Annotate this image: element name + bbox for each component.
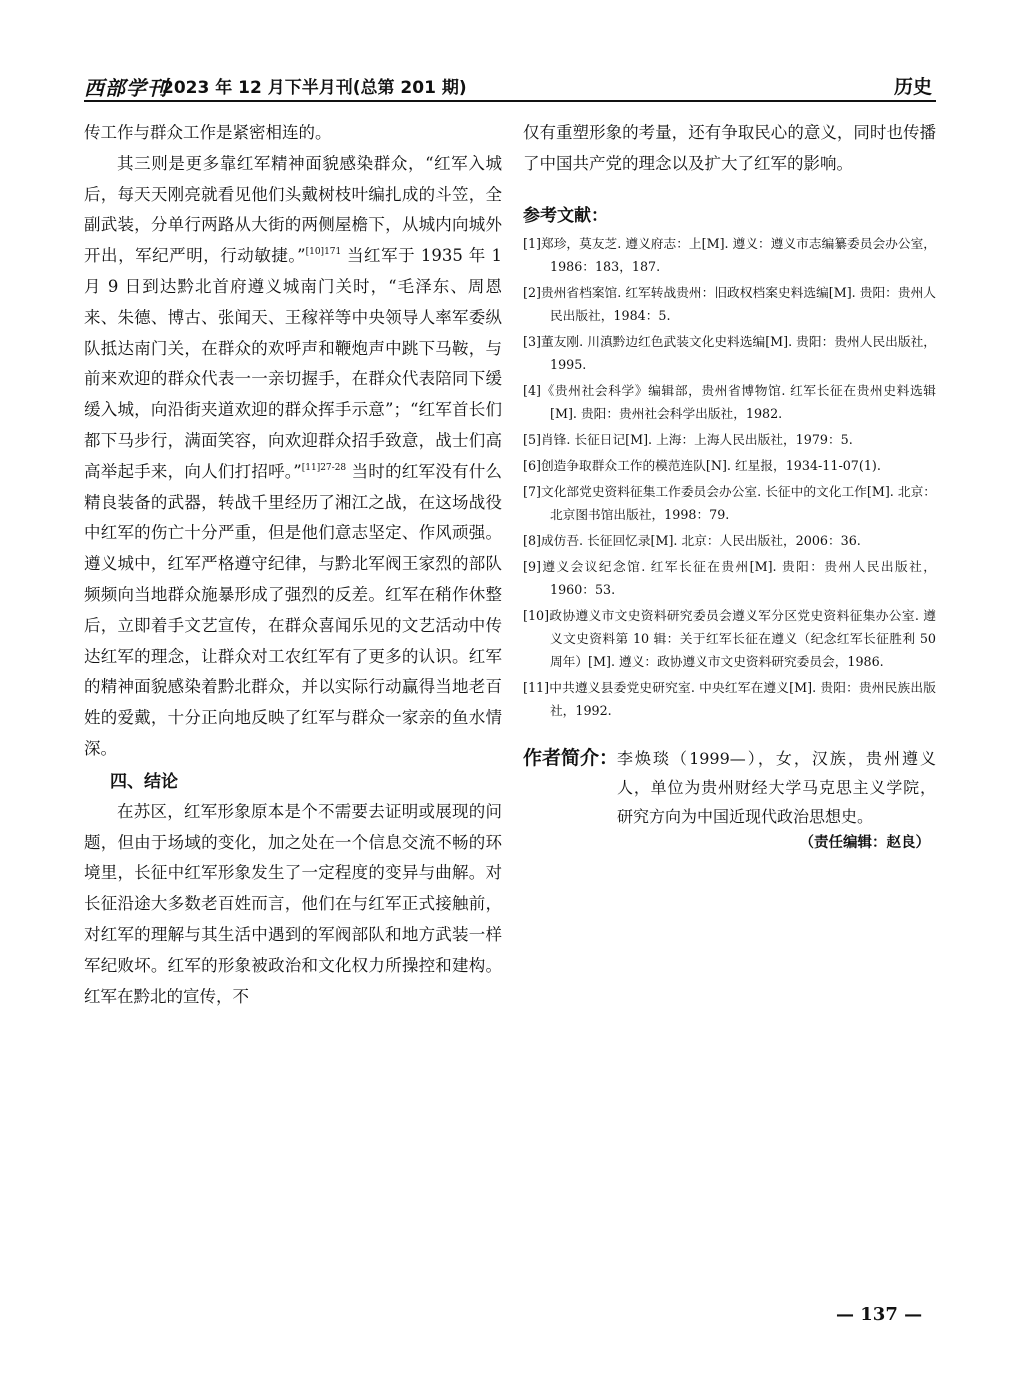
author-text: 李焕琰（1999—），女，汉族，贵州遵义人，单位为贵州财经大学马克思主义学院，研究方向为中国近现代政治思想史。 <box>617 748 936 826</box>
paragraph <box>84 149 502 765</box>
reference-item: [11]中共遵义县委党史研究室. 中央红军在遵义[M]. 贵阳：贵州民族出版社，1992. <box>523 679 936 718</box>
citation: [10]171 <box>305 247 342 258</box>
issue-info: 2023 年 12 月下半月刊(总第 201 期) <box>162 78 467 98</box>
reference-item: [1]郑珍，莫友芝. 遵义府志：上[M]. 遵义：遵义市志编纂委员会办公室，1986：183，187. <box>523 235 936 274</box>
paragraph-text: 当红军于 1935 年 1 月 9 日到达黔北首府遵义城南门关时，“毛泽东、周恩来、朱德、博古、张闻天、王稼祥等中央领导人率军委纵队抵达南门关，在群众的欢呼声和鞭炮声中跳下马鞍，与前来欢迎的群众代表一一亲切握手，在群众代表陪同下缓缓入城，向沿街夹道欢迎的群众挥手示意”；“红军首长们都下马步行，满面笑容，向欢迎群众招手致意，战士们高高举起手来，向人们打招呼。” <box>84 246 502 481</box>
references-title: 参考文献： <box>523 205 608 226</box>
paragraph: 传工作与群众工作是紧密相连的。 <box>84 123 332 142</box>
reference-item: [4]《贵州社会科学》编辑部，贵州省博物馆. 红军长征在贵州史料选辑[M]. 贵阳：贵州社会科学出版社，1982. <box>523 382 936 421</box>
paragraph-text: 当时的红军没有什么精良装备的武器，转战千里经历了湘江之战，在这场战役中红军的伤亡十分严重，但是他们意志坚定、作风顽强。遵义城中，红军严格遵守纪律，与黔北军阀王家烈的部队频频向当地群众施暴形成了强烈的反差。红军在稍作休整后，立即着手文艺宣传，在群众喜闻乐见的文艺活动中传达红军的理念，让群众对工农红军有了更多的认识。红军的精神面貌感染着黔北群众，并以实际行动赢得当地老百姓的爱戴，十分正向地反映了红军与群众一家亲的鱼水情深。 <box>84 461 503 758</box>
citation: [11]27-28 <box>301 462 347 473</box>
right-column <box>523 118 936 855</box>
paragraph-text: 其三则是更多靠红军精神面貌感染群众，“红军入城后，每天天刚亮就看见他们头戴树枝叶编扎成的斗笠，全副武装，分单行两路从大街的两侧屋檐下，从城内向城外开出，军纪严明，行动敏捷。” <box>84 153 502 266</box>
reference-item: [6]创造争取群众工作的模范连队[N]. 红星报，1934-11-07(1). <box>523 457 881 473</box>
editor-credit: （责任编辑：赵良） <box>799 834 930 851</box>
reference-item: [9]遵义会议纪念馆. 红军长征在贵州[M]. 贵阳：贵州人民出版社，1960：53. <box>523 558 936 597</box>
reference-item: [3]董友刚. 川滇黔边红色武装文化史料选编[M]. 贵阳：贵州人民出版社，1995. <box>523 333 936 372</box>
reference-item: [8]成仿吾. 长征回忆录[M]. 北京：人民出版社，2006：36. <box>523 532 861 548</box>
reference-item: [2]贵州省档案馆. 红军转战贵州：旧政权档案史料选编[M]. 贵阳：贵州人民出版社，1984：5. <box>523 284 936 323</box>
section-name: 历史 <box>893 76 932 98</box>
page-number: — 137 — <box>836 1304 923 1325</box>
journal-logo: 西部学刊 <box>84 76 168 100</box>
paragraph: 仅有重塑形象的考量，还有争取民心的意义，同时也传播了中国共产党的理念以及扩大了红军的影响。 <box>523 123 936 173</box>
author-bio <box>523 744 936 831</box>
reference-item: [5]肖锋. 长征日记[M]. 上海：上海人民出版社，1979：5. <box>523 431 853 447</box>
paragraph: 在苏区，红军形象原本是个不需要去证明或展现的问题，但由于场域的变化，加之处在一个信息交流不畅的环境里，长征中红军形象发生了一定程度的变异与曲解。对长征沿途大多数老百姓而言，他们在与红军正式接触前，对红军的理解与其生活中遇到的军阀部队和地方武装一样军纪败坏。红军的形象被政治和文化权力所操控和建构。红军在黔北的宣传，不 <box>84 801 502 1006</box>
reference-list <box>523 232 936 722</box>
reference-item: [10]政协遵义市文史资料研究委员会遵义军分区党史资料征集办公室. 遵义文史资料第 10 辑：关于红军长征在遵义（纪念红军长征胜利 50 周年）[M]. 遵义：政协遵义市文史资料研究委员会，1986. <box>523 607 936 669</box>
left-column <box>84 118 502 1012</box>
section-heading: 四、结论 <box>110 771 178 792</box>
reference-item: [7]文化部党史资料征集工作委员会办公室. 长征中的文化工作[M]. 北京：北京图书馆出版社，1998：79. <box>523 483 936 522</box>
page-header <box>84 70 936 102</box>
author-label: 作者简介： <box>523 746 619 769</box>
